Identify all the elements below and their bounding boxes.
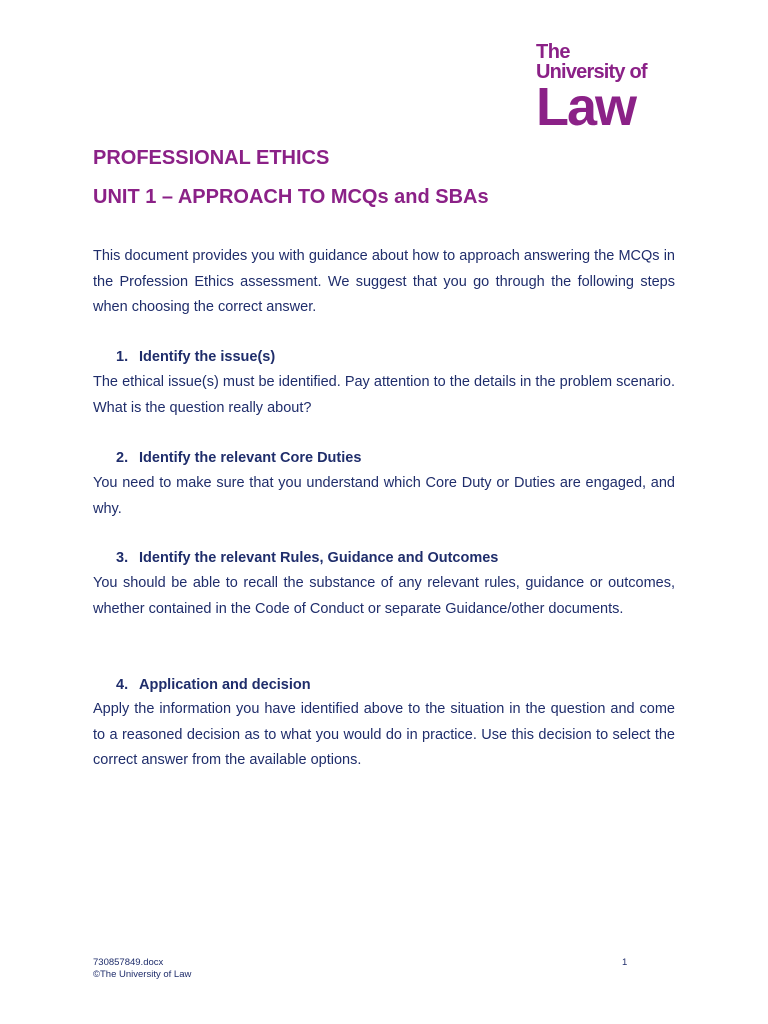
document-subtitle: UNIT 1 – APPROACH TO MCQs and SBAs [93, 186, 489, 208]
step-2-text: You need to make sure that you understand which Core Duty or Duties are engaged, and why. [93, 475, 675, 517]
step-1-number: 1. [116, 349, 129, 365]
step-2-number: 2. [116, 450, 129, 466]
step-1-heading [116, 347, 275, 367]
step-3-heading-text: Identify the relevant Rules, Guidance and Outcomes [139, 550, 499, 566]
intro-paragraph: This document provides you with guidance about how to approach answering the MCQs in the Profession Ethics assessment. We suggest that you go through the following steps when choosing the correct answer. [93, 248, 675, 315]
step-4-heading-text: Application and decision [139, 677, 311, 693]
step-3-heading [116, 548, 498, 568]
step-3-text: You should be able to recall the substance of any relevant rules, guidance or outcomes, whether contained in the Code of Conduct or separate Guidance/other documents. [93, 575, 675, 617]
university-logo [536, 41, 656, 137]
logo-line-law: Law [536, 77, 636, 137]
step-4-heading [116, 675, 311, 695]
step-2-heading [116, 448, 361, 468]
step-1-text: The ethical issue(s) must be identified. Pay attention to the details in the problem scenario. What is the question really about? [93, 374, 675, 416]
logo-line-the: The [536, 41, 571, 63]
footer-copyright: ©The University of Law [93, 969, 192, 980]
step-4-text: Apply the information you have identified above to the situation in the question and come to a reasoned decision as to what you would do in practice. Use this decision to select the correct answer from the available options. [93, 701, 675, 768]
footer-filename: 730857849.docx [93, 957, 164, 968]
step-2-heading-text: Identify the relevant Core Duties [139, 450, 362, 466]
document-title: PROFESSIONAL ETHICS [93, 147, 330, 169]
page-number: 1 [622, 957, 628, 968]
step-4-number: 4. [116, 677, 129, 693]
logo-line-university-of: University of [536, 61, 647, 83]
page-footer [93, 957, 191, 981]
step-3-number: 3. [116, 550, 129, 566]
step-1-heading-text: Identify the issue(s) [139, 349, 276, 365]
